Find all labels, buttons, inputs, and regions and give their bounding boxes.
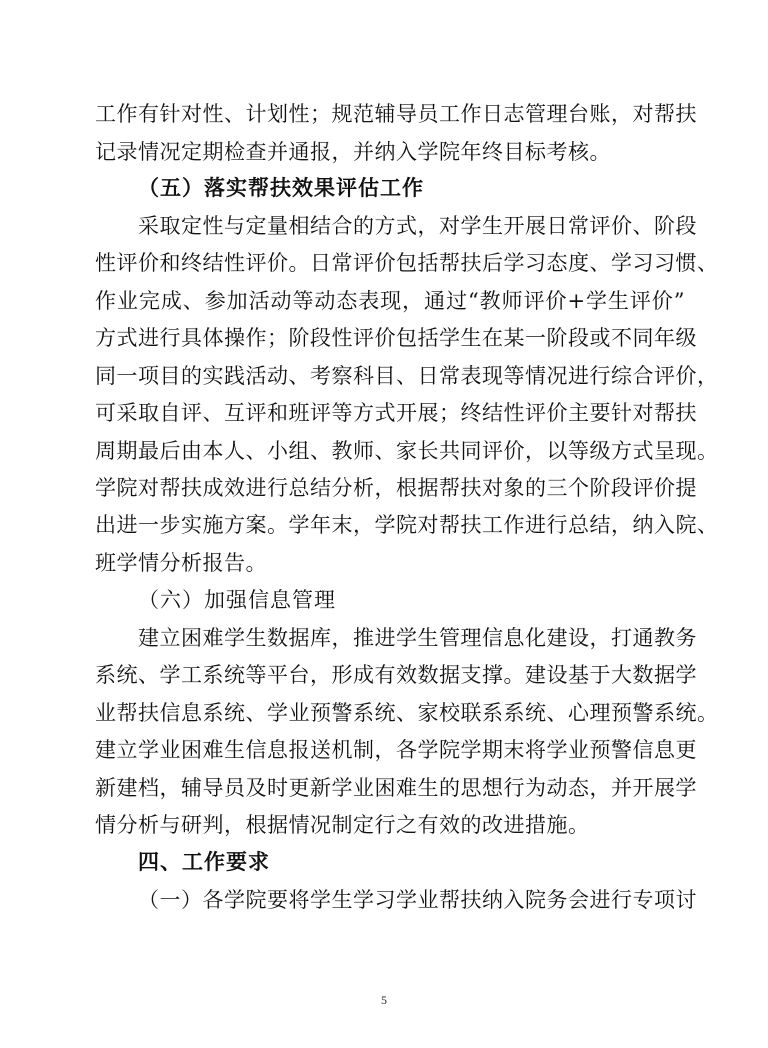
body-text-line: 作业完成、参加活动等动态表现，通过“教师评价+学生评价” [95, 289, 685, 313]
body-text-line: 班学情分析报告。 [95, 551, 267, 575]
body-text-line: 建立学业困难生信息报送机制，各学院学期末将学业预警信息更 [95, 738, 697, 762]
body-text-line: 采取定性与定量相结合的方式，对学生开展日常评价、阶段 [138, 214, 697, 238]
body-text-line: 学院对帮扶成效进行总结分析，根据帮扶对象的三个阶段评价提 [95, 476, 697, 500]
body-text-line: （一）各学院要将学生学习学业帮扶纳入院务会进行专项讨 [138, 888, 697, 912]
body-text-line: 业帮扶信息系统、学业预警系统、家校联系系统、心理预警系统。 [95, 701, 719, 725]
body-text-line: 方式进行具体操作；阶段性评价包括学生在某一阶段或不同年级 [95, 326, 697, 350]
body-text-line: 工作有针对性、计划性；规范辅导员工作日志管理台账，对帮扶 [95, 102, 697, 126]
page-number: 5 [381, 993, 387, 1007]
body-text-line: 周期最后由本人、小组、教师、家长共同评价，以等级方式呈现。 [95, 439, 719, 463]
body-text-line: 建立困难学生数据库，推进学生管理信息化建设，打通教务 [138, 626, 697, 650]
body-text-line: 记录情况定期检查并通报，并纳入学院年终目标考核。 [95, 140, 611, 164]
body-text-line: 性评价和终结性评价。日常评价包括帮扶后学习态度、学习习惯、 [95, 251, 719, 275]
body-text-line: 可采取自评、互评和班评等方式开展；终结性评价主要针对帮扶 [95, 401, 697, 425]
body-text-line: 同一项目的实践活动、考察科目、日常表现等情况进行综合评价， [95, 364, 719, 388]
body-text-line: 系统、学工系统等平台，形成有效数据支撑。建设基于大数据学 [95, 663, 697, 687]
body-text-line: 出进一步实施方案。学年末，学院对帮扶工作进行总结，纳入院、 [95, 513, 719, 537]
body-text-line: 新建档，辅导员及时更新学业困难生的思想行为动态，并开展学 [95, 776, 697, 800]
body-text-line: 情分析与研判，根据情况制定行之有效的改进措施。 [95, 813, 590, 837]
section-heading-6: （六）加强信息管理 [138, 588, 336, 612]
section-heading-5: （五）落实帮扶效果评估工作 [138, 175, 424, 200]
main-heading-4: 四、工作要求 [138, 850, 270, 874]
